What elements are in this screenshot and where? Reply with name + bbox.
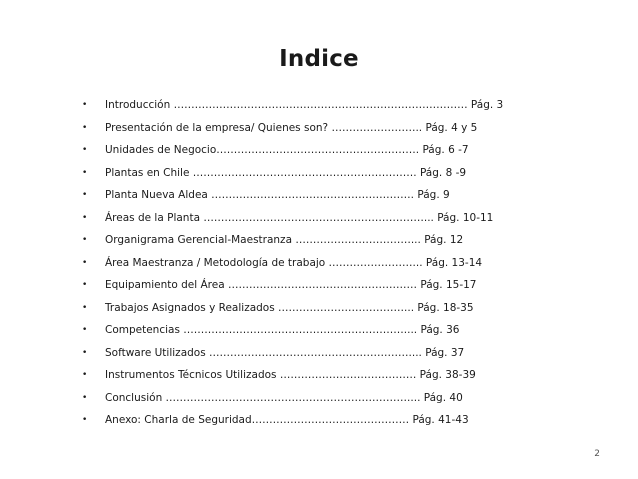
bullet: •: [82, 100, 88, 110]
page-title: Indice: [279, 46, 359, 72]
toc-entry-text: Introducción ………………………………………………………………………… Pág. 3: [105, 99, 504, 111]
toc-entry-text: Conclusión …………………………………………………………….... Pág. 40: [105, 391, 463, 404]
bullet: •: [82, 370, 88, 380]
toc-entry-text: Presentación de la empresa/ Quienes son? …………………….. Pág. 4 y 5: [105, 121, 478, 134]
bullet: •: [82, 302, 88, 313]
toc-entry: [0, 139, 638, 162]
bullet: •: [82, 167, 88, 178]
bullet: •: [82, 190, 88, 200]
bullet: •: [82, 280, 88, 290]
bullet: •: [82, 235, 88, 245]
bullet: •: [82, 257, 88, 268]
toc-entry-text: Trabajos Asignados y Realizados ………………………………... Pág. 18-35: [105, 301, 474, 314]
bullet: •: [82, 325, 88, 335]
toc-entry: [0, 117, 638, 140]
toc-entry: [0, 229, 638, 252]
toc-entry-text: Competencias ……………………………………………………….... Pág. 36: [105, 324, 460, 336]
toc-entry-text: Software Utilizados ………………………………………………….... Pág. 37: [105, 346, 465, 359]
toc-entry-text: Equipamiento del Área ……………………………………………… Pág. 15-17: [105, 279, 477, 291]
toc-entry-text: Plantas en Chile ………………………………………………………. Pág. 8 -9: [105, 166, 467, 179]
toc-entry: [0, 319, 638, 342]
bullet: •: [82, 392, 88, 403]
toc-entry-text: Organigrama Gerencial-Maestranza ……………………………... Pág. 12: [105, 234, 464, 246]
toc-entry: [0, 409, 638, 432]
bullet: •: [82, 145, 88, 155]
toc-entry: [0, 94, 638, 117]
bullet: •: [82, 347, 88, 358]
toc-entry-text: Unidades de Negocio…………………………………………………. Pág. 6 -7: [105, 144, 469, 156]
bullet: •: [82, 122, 88, 133]
toc-entry-text: Instrumentos Técnicos Utilizados ………………………………… Pág. 38-39: [105, 369, 476, 381]
toc-entry: [0, 387, 638, 410]
bullet: •: [82, 212, 88, 223]
toc-entry: [0, 162, 638, 185]
bullet: •: [82, 415, 88, 425]
toc-entry: [0, 364, 638, 387]
toc-entry-text: Anexo: Charla de Seguridad……………………………………… Pág. 41-43: [105, 414, 469, 426]
toc-entry: [0, 274, 638, 297]
toc-entry: [0, 252, 638, 275]
table-of-contents: [0, 94, 638, 432]
page-number: 2: [594, 449, 600, 459]
toc-entry-text: Planta Nueva Aldea …………………………………………………. Pág. 9: [105, 189, 450, 201]
toc-entry-text: Área Maestranza / Metodología de trabajo ……………………... Pág. 13-14: [105, 256, 483, 269]
toc-entry: [0, 342, 638, 365]
toc-entry: [0, 297, 638, 320]
toc-entry-text: Áreas de la Planta ………………………………………………………... Pág. 10-11: [105, 211, 494, 224]
toc-entry: [0, 184, 638, 207]
toc-entry: [0, 207, 638, 230]
